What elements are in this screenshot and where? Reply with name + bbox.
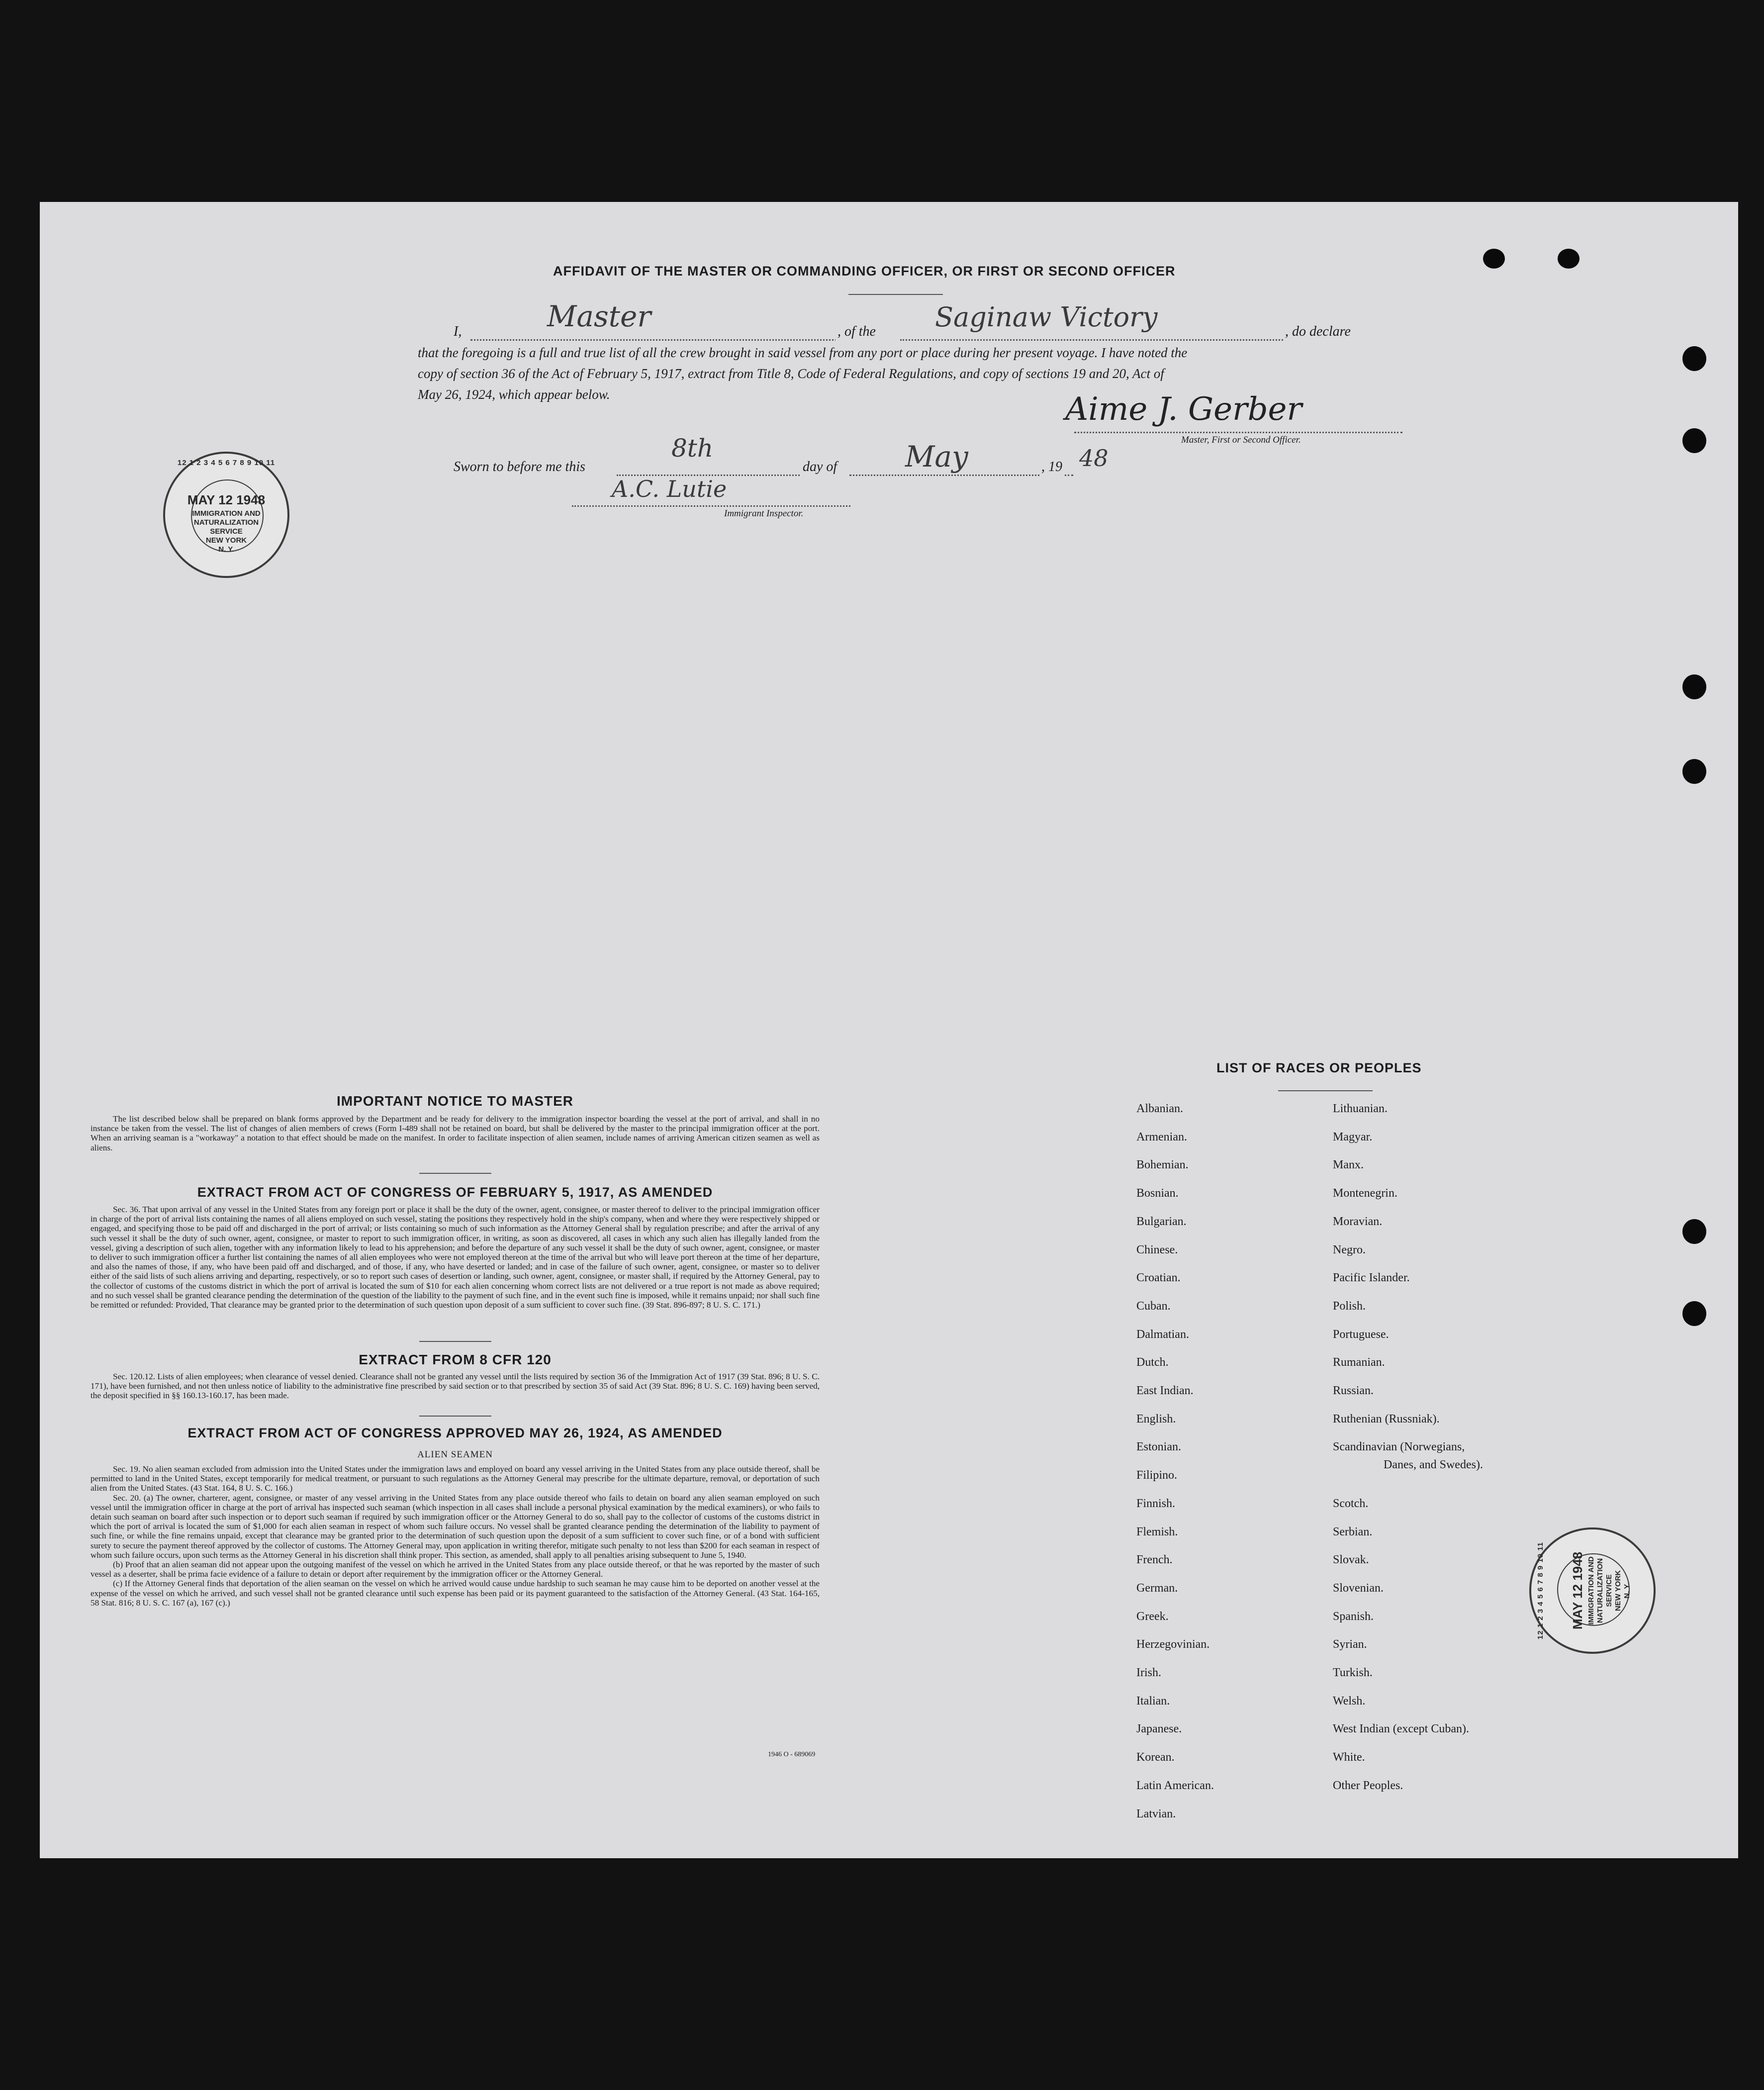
immigration-stamp: [1529, 1527, 1656, 1654]
race-item: English.: [1136, 1412, 1176, 1425]
stamp-line-5: N. Y.: [218, 545, 234, 554]
race-item: Chinese.: [1136, 1243, 1178, 1256]
race-item: Irish.: [1136, 1666, 1161, 1679]
day-of-label: day of: [801, 457, 839, 477]
race-item: Other Peoples.: [1333, 1779, 1403, 1792]
race-item: Latvian.: [1136, 1807, 1176, 1820]
punch-hole: [1682, 346, 1706, 371]
punch-hole: [1682, 759, 1706, 784]
stamp-line-3: SERVICE: [210, 527, 243, 536]
notice-text: [91, 1114, 820, 1152]
inspector-caption: Immigrant Inspector.: [724, 508, 804, 519]
title-divider: [848, 294, 943, 295]
race-item: Slovak.: [1333, 1553, 1369, 1567]
race-item: Japanese.: [1136, 1722, 1182, 1736]
sec-20b-paragraph: (b) Proof that an alien seaman did not appear upon the outgoing manifest of the vessel on which he arrived in the United States from any place outside thereof, or that he was reported by the master of such vessel as a deserter, shall be prima facie evidence of a failure to detain or deport after requirement by the immigration officer or the Attorney General.: [91, 1560, 820, 1579]
of-the-label: , of the: [836, 321, 878, 342]
race-item: Syrian.: [1333, 1638, 1367, 1651]
punch-hole: [1682, 428, 1706, 453]
declaration-line-3: copy of section 36 of the Act of February 5, 1917, extract from Title 8, Code of Federal Regulations, and copy of sections 19 and 20, Act of: [418, 366, 1164, 381]
alien-seamen-subheading: ALIEN SEAMEN: [417, 1449, 493, 1460]
race-item: Albanian.: [1136, 1102, 1183, 1115]
punch-hole: [1483, 249, 1505, 269]
race-item: Russian.: [1333, 1384, 1374, 1397]
immigration-stamp: [163, 452, 289, 578]
vessel-handwritten: Saginaw Victory: [935, 301, 1158, 333]
signature-caption: Master, First or Second Officer.: [1181, 435, 1301, 445]
notice-heading: IMPORTANT NOTICE TO MASTER: [336, 1093, 574, 1109]
race-item: Flemish.: [1136, 1525, 1178, 1538]
extract-1917-text: [91, 1205, 820, 1310]
extract-1917-heading: EXTRACT FROM ACT OF CONGRESS OF FEBRUARY 5, 1917, AS AMENDED: [197, 1185, 713, 1200]
day-handwritten: 8th: [671, 434, 714, 463]
do-declare-label: , do declare: [1283, 321, 1353, 342]
extract-1924-heading: EXTRACT FROM ACT OF CONGRESS APPROVED MAY 26, 1924, AS AMENDED: [187, 1425, 723, 1440]
race-item: Serbian.: [1333, 1525, 1373, 1538]
stamp-date: MAY 12 1948: [187, 492, 266, 507]
race-item: Greek.: [1136, 1610, 1169, 1623]
section-divider: [419, 1173, 491, 1174]
race-item: Turkish.: [1333, 1666, 1373, 1679]
race-item: Finnish.: [1136, 1497, 1176, 1510]
race-item: Scotch.: [1333, 1497, 1369, 1510]
stamp-line-2: NATURALIZATION: [1596, 1558, 1604, 1623]
print-code: 1946 O - 689069: [768, 1751, 816, 1758]
race-item: Portuguese.: [1333, 1328, 1389, 1341]
race-item: Korean.: [1136, 1751, 1175, 1764]
race-item: Lithuanian.: [1333, 1102, 1388, 1115]
race-item: Welsh.: [1333, 1694, 1366, 1708]
declaration-i: I,: [454, 324, 462, 339]
sec-20c-paragraph: (c) If the Attorney General finds that deportation of the alien seaman on the vessel on which he arrived would cause undue hardship to such seaman he may cause him to be deported on another vessel at the expense of the vessel on which he arrived, and such vessel shall not be granted clearance until such expense has been paid or its payment guaranteed to the satisfaction of the Attorney General. (43 Stat. 164-165, 58 Stat. 816; 8 U. S. C. 167 (a), 167 (c).): [91, 1579, 820, 1608]
sec-20a-paragraph: Sec. 20. (a) The owner, charterer, agent, consignee, or master of any vessel arriving in the United States from any place outside thereof who fails to detain on board any alien seaman employed on such vessel until the immigration officer in charge at the port of arrival has inspected such seaman (which inspection in all cases shall include a personal physical examination by the medical examiners), or who fails to detain such seaman on board after such inspection or to deport such seaman if required by such immigration officer or the Attorney General to do so, shall pay to the collector of customs of the customs district in which the port of arrival is located the sum of $1,000 for each alien seaman in respect of whom such failure occurs. No vessel shall be granted clearance pending the determination of the liability to payment of such fine, or while the fine remains unpaid, except that clearance may be granted prior to the determination of such question upon the deposit of a sum sufficient to cover such fine, or of a bond with sufficient surety to secure the payment thereof approved by the collector of customs. The Attorney General may, upon application in writing therefor, mitigate such penalty to not less than $200 for each seaman in respect of whom such failure occurs, upon such terms as the Attorney General in his discretion shall think proper. This section, as amended, shall apply to all penalties arising subsequent to June 5, 1940.: [91, 1493, 820, 1560]
race-item: Magyar.: [1333, 1130, 1373, 1143]
race-item: Bulgarian.: [1136, 1215, 1187, 1228]
race-item: German.: [1136, 1581, 1178, 1595]
race-item: Herzegovinian.: [1136, 1638, 1210, 1651]
race-item: Manx.: [1333, 1158, 1364, 1172]
race-item: French.: [1136, 1553, 1173, 1567]
race-item: Croatian.: [1136, 1271, 1181, 1285]
race-item: White.: [1333, 1751, 1365, 1764]
stamp-ring-numbers: 12 1 2 3 4 5 6 7 8 9 10 11: [177, 459, 276, 467]
race-item: West Indian (except Cuban).: [1333, 1722, 1469, 1736]
affidavit-title: AFFIDAVIT OF THE MASTER OR COMMANDING OFFICER, OR FIRST OR SECOND OFFICER: [553, 264, 1176, 279]
month-handwritten: May: [905, 440, 968, 474]
race-item: Scandinavian (Norwegians,: [1333, 1440, 1465, 1454]
extract-cfr-text: [91, 1372, 820, 1401]
inspector-blank: [572, 505, 850, 507]
race-item: Armenian.: [1136, 1130, 1187, 1143]
stamp-line-4: NEW YORK: [1614, 1570, 1622, 1612]
signature-blank: [1074, 432, 1402, 433]
stamp-ring-numbers: 12 1 2 3 4 5 6 7 8 9 10 11: [1536, 1541, 1545, 1640]
punch-hole: [1682, 1219, 1706, 1244]
race-item: Bohemian.: [1136, 1158, 1189, 1172]
year-prefix: , 19: [1039, 457, 1064, 477]
races-divider: [1278, 1090, 1373, 1091]
race-item: Slovenian.: [1333, 1581, 1384, 1595]
stamp-line-3: SERVICE: [1605, 1574, 1613, 1607]
race-item: Ruthenian (Russniak).: [1333, 1412, 1440, 1425]
stamp-line-1: IMMIGRATION AND: [1587, 1556, 1595, 1625]
section-divider: [419, 1416, 491, 1417]
master-handwritten: Master: [547, 299, 651, 333]
extract-1924-text: [91, 1464, 820, 1608]
race-item: Dutch.: [1136, 1356, 1169, 1369]
sec-19-paragraph: Sec. 19. No alien seaman excluded from admission into the United States under the immigration laws and employed on board any vessel arriving in the United States from any place outside thereof, shall be permitted to land in the United States, except temporarily for medical treatment, or pursuant to such regulations as the Attorney General may prescribe for the ultimate departure, removal, or deportation of such alien from the United States. (43 Stat. 164, 8 U. S. C. 166.): [91, 1464, 820, 1493]
stamp-line-2: NATURALIZATION: [193, 518, 259, 527]
sec-120-12-paragraph: Sec. 120.12. Lists of alien employees; when clearance of vessel denied. Clearance shall not be granted any vessel until the lists required by section 36 of the Immigration Act of 1917 (39 Stat. 896; 8 U. S. C. 171), have been furnished, and not then unless notice of liability to the administrative fine prescribed by said section or to that prescribed by section 35 of said Act (39 Stat. 896; 8 U. S. C. 169) having been served, the deposit specified in §§ 160.13-160.17, has been made.: [91, 1372, 820, 1401]
year-handwritten: 48: [1079, 445, 1109, 472]
race-item: Bosnian.: [1136, 1187, 1179, 1200]
race-item: Italian.: [1136, 1694, 1170, 1708]
stamp-line-5: N. Y.: [1623, 1583, 1631, 1599]
race-item-continuation: Danes, and Swedes).: [1384, 1458, 1483, 1471]
race-item: Polish.: [1333, 1299, 1366, 1313]
race-item: Filipino.: [1136, 1469, 1178, 1482]
inspector-signature: A.C. Lutie: [612, 475, 727, 502]
notice-paragraph: The list described below shall be prepared on blank forms approved by the Department and be ready for delivery to the immigration inspector boarding the vessel at the port of arrival, and shall in no instance be taken from the vessel. The list of changes of alien members of crews (Form I-489 shall not be retained on board, but shall be delivered by the master to the principal immigration officer at the port. When an arriving seaman is a "workaway" a notation to that effect should be made on the manifest. In order to facilitate inspection of alien seamen, include names of arriving American citizen seamen as well as aliens.: [91, 1114, 820, 1152]
section-divider: [419, 1341, 491, 1342]
stamp-line-4: NEW YORK: [205, 536, 247, 545]
stamp-line-1: IMMIGRATION AND: [192, 509, 261, 518]
race-item: Pacific Islander.: [1333, 1271, 1410, 1285]
sworn-label: Sworn to before me this: [454, 459, 585, 475]
sec-36-paragraph: Sec. 36. That upon arrival of any vessel in the United States from any foreign port or place it shall be the duty of the owner, agent, consignee, or master thereof to deliver to the principal immigration officer in charge of the port of arrival lists containing the names of all aliens employed on such vessel, stating the positions they respectively hold in the ship's company, when and where they were respectively shipped or engaged, and specifying those to be paid off and discharged in the port of arrival; or lists containing so much of such information as the Attorney General shall by regulation prescribe; and after the arrival of any such vessel it shall be the duty of such owner, agent, consignee, or master to report to such immigration officer, in writing, as soon as discovered, all cases in which any such alien has illegally landed from the vessel, giving a description of such alien, together with any information likely to lead to his apprehension; and before the departure of any such vessel it shall be the duty of such owner, agent, consignee, or master to deliver to such immigration officer a further list containing the names of all alien employees who were not employed thereon at the time of the arrival but who will leave port thereon at the time of her departure, and also the names of those, if any, who have been paid off and discharged, and of those, if any, who have deserted or landed; and in case of the failure of such owner, agent, consignee, or master so to deliver either of the said lists of such aliens arriving and departing, respectively, or so to report such cases of desertion or landing, such owner, agent, consignee, or master shall, if required by the Attorney General, pay to the collector of customs of the customs district in which the port of arrival is located the sum of $10 for each alien concerning whom correct lists are not delivered or a true report is not made as above required; and no such vessel shall be granted clearance pending the determination of the question of the liability to the payment of such fine, and in the event such fine is imposed, while it remains unpaid; nor shall such fine be remitted or refunded: Provided, That clearance may be granted prior to the determination of such question upon deposit of a sum sufficient to cover such fine. (39 Stat. 896-897; 8 U. S. C. 171.): [91, 1205, 820, 1310]
punch-hole: [1682, 1301, 1706, 1326]
race-item: Moravian.: [1333, 1215, 1383, 1228]
master-signature: Aime J. Gerber: [1065, 391, 1302, 428]
races-heading: LIST OF RACES OR PEOPLES: [1216, 1060, 1422, 1075]
document-page: [40, 202, 1738, 1858]
race-item: Latin American.: [1136, 1779, 1214, 1792]
declaration-line-2: that the foregoing is a full and true list of all the crew brought in said vessel from any port or place during her present voyage. I have noted the: [418, 345, 1188, 360]
race-item: Negro.: [1333, 1243, 1366, 1256]
declaration-line-4: May 26, 1924, which appear below.: [418, 387, 610, 402]
punch-hole: [1558, 249, 1579, 269]
stamp-date: MAY 12 1948: [1570, 1551, 1585, 1630]
punch-hole: [1682, 674, 1706, 699]
vessel-blank: [900, 339, 1328, 341]
extract-cfr-heading: EXTRACT FROM 8 CFR 120: [359, 1352, 552, 1367]
race-item: Montenegrin.: [1333, 1187, 1397, 1200]
race-item: Dalmatian.: [1136, 1328, 1189, 1341]
race-item: Rumanian.: [1333, 1356, 1385, 1369]
race-item: Estonian.: [1136, 1440, 1181, 1454]
master-blank: [470, 339, 876, 341]
race-item: East Indian.: [1136, 1384, 1194, 1397]
race-item: Cuban.: [1136, 1299, 1171, 1313]
race-item: Spanish.: [1333, 1610, 1374, 1623]
